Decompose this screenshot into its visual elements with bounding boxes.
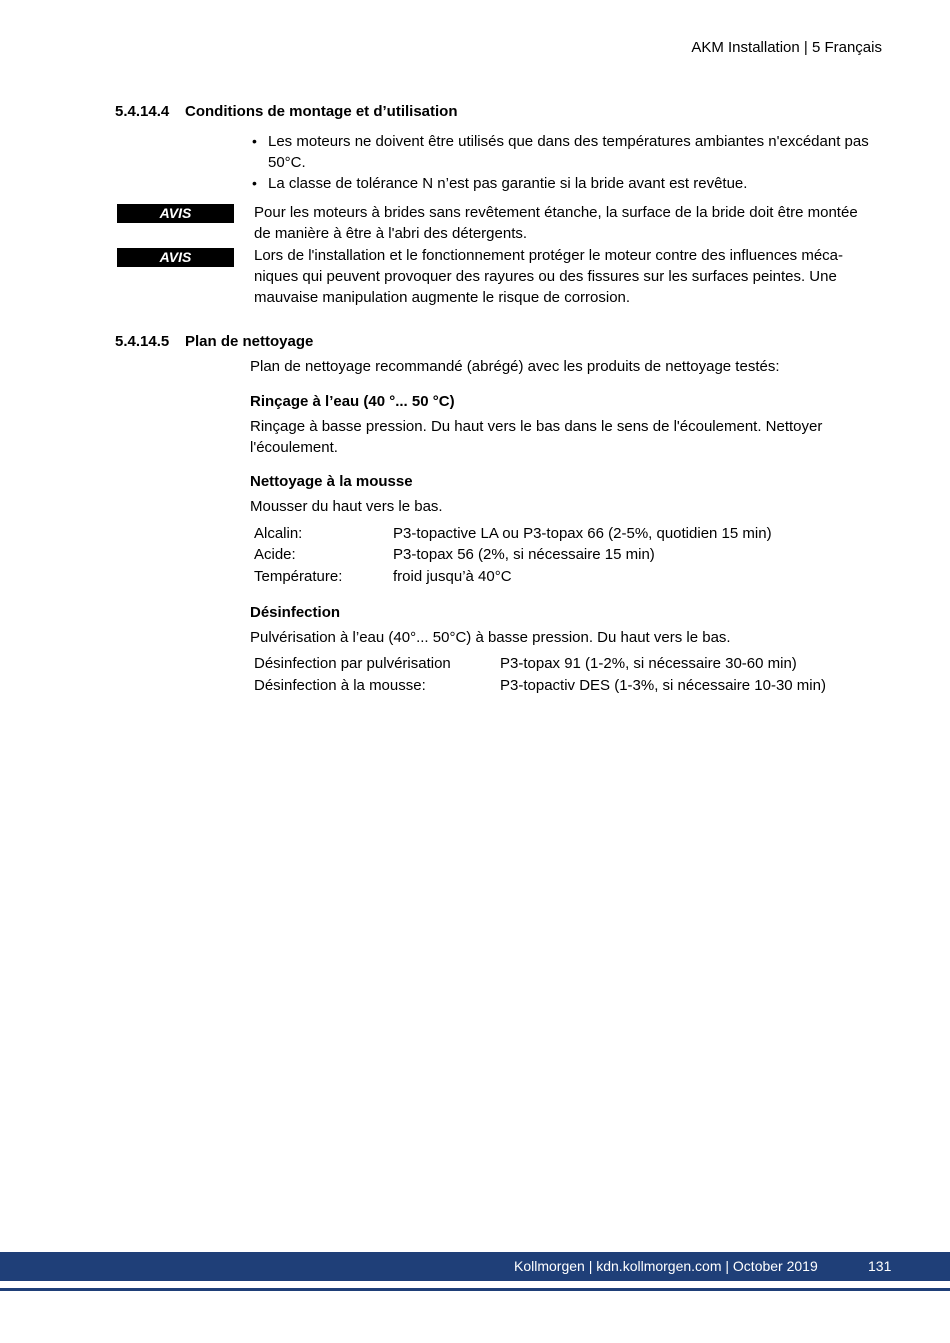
foam-row-value: froid jusqu’à 40°C [393,568,512,585]
disinfection-row-label: Désinfection à la mousse: [254,677,426,694]
foam-row-label: Température: [254,568,343,585]
notice-badge: AVIS [117,248,234,267]
conditions-bullet-list [250,131,890,194]
running-header: AKM Installation | 5 Français [691,39,882,56]
section-title: Plan de nettoyage [185,333,314,350]
foam-row-label: Alcalin: [254,525,303,542]
cleaning-intro: Plan de nettoyage recommandé (abrégé) avec les produits de nettoyage testés: [250,358,780,375]
disinfection-row-label: Désinfection par pulvérisation [254,655,451,672]
foam-row-value: P3-topax 56 (2%, si nécessaire 15 min) [393,546,655,563]
disinfection-row-value: P3-topactiv DES (1-3%, si nécessaire 10-30 min) [500,677,826,694]
foam-row-label: Acide: [254,546,296,563]
section-number: 5.4.14.5 [115,333,170,350]
section-heading-conditions [115,101,458,122]
footer-publisher: Kollmorgen | kdn.kollmorgen.com | October 2019 [514,1258,818,1274]
rinse-text: Rinçage à basse pression. Du haut vers le bas dans le sens de l'écoulement. Nettoyer l'écoulement. [250,418,823,456]
disinfection-heading: Désinfection [250,604,341,621]
section-heading-cleaning [115,331,313,352]
notice-text: Pour les moteurs à brides sans revêtement étanche, la surface de la bride doit être montée de manière à être à l'abri des détergents. [254,204,858,242]
foam-heading: Nettoyage à la mousse [250,473,413,490]
footer-rule [0,1288,950,1291]
notice-text: Lors de l'installation et le fonctionnement protéger le moteur contre des influences mécaniques qui peuvent provoquer des rayures ou des fissures sur les surfaces peintes. Une mauvaise manipulation augmente le risque de corrosion. [254,247,844,306]
section-number: 5.4.14.4 [115,103,170,120]
disinfection-text: Pulvérisation à l’eau (40°... 50°C) à basse pression. Du haut vers le bas. [250,629,731,646]
list-item: • La classe de tolérance N n’est pas garantie si la bride avant est revêtue. [250,173,890,194]
page-number: 131 [868,1258,892,1274]
foam-text: Mousser du haut vers le bas. [250,498,443,515]
disinfection-row-value: P3-topax 91 (1-2%, si nécessaire 30-60 min) [500,655,797,672]
notice-badge: AVIS [117,204,234,223]
section-title: Conditions de montage et d’utilisation [185,103,458,120]
rinse-heading: Rinçage à l’eau (40 °... 50 °C) [250,393,455,410]
foam-row-value: P3-topactive LA ou P3-topax 66 (2-5%, quotidien 15 min) [393,525,772,542]
list-item: • Les moteurs ne doivent être utilisés que dans des températures ambiantes n'excédant pas 50°C. [250,131,890,173]
